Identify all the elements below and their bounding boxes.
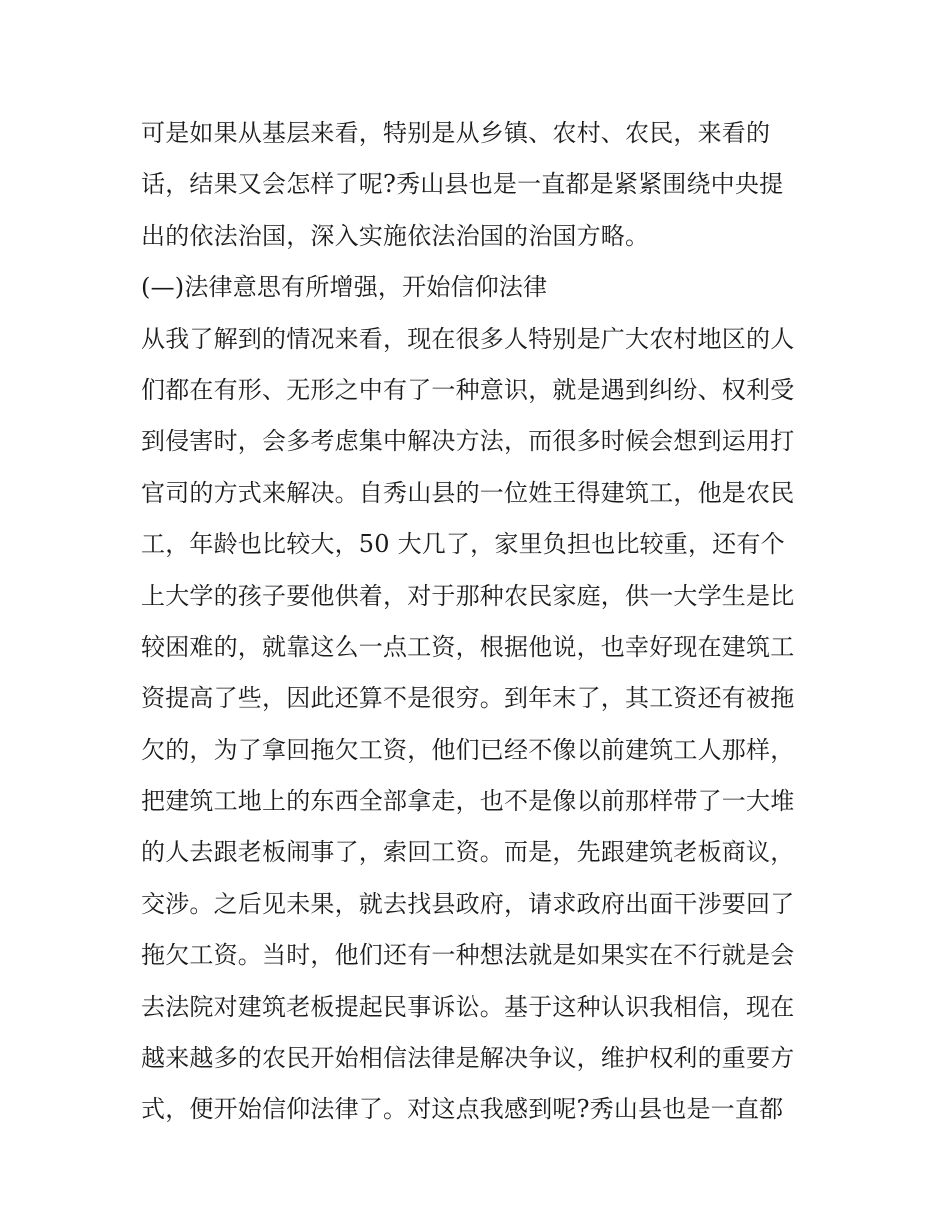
text-line: 工，年龄也比较大，50 大几了，家里负担也比较重，还有个 — [141, 530, 785, 559]
text-line: 去法院对建筑老板提起民事诉讼。基于这种认识我相信，现在 — [141, 992, 795, 1021]
text-line: 们都在有形、无形之中有了一种意识，就是遇到纠纷、权利受 — [141, 375, 795, 404]
text-line: 话，结果又会怎样了呢?秀山县也是一直都是紧紧围绕中央提 — [141, 170, 784, 199]
text-line: 上大学的孩子要他供着，对于那种农民家庭，供一大学生是比 — [141, 581, 795, 610]
text-line: 越来越多的农民开始相信法律是解决争议，维护权利的重要方 — [141, 1044, 795, 1073]
text-line: 交涉。之后见未果，就去找县政府，请求政府出面干涉要回了 — [141, 889, 795, 918]
text-line: 较困难的，就靠这么一点工资，根据他说，也幸好现在建筑工 — [141, 632, 795, 661]
text-line: 的人去跟老板闹事了，索回工资。而是，先跟建筑老板商议， — [141, 838, 795, 867]
text-line: 到侵害时，会多考虑集中解决方法，而很多时候会想到运用打 — [141, 427, 795, 456]
text-line: 资提高了些，因此还算不是很穷。到年末了，其工资还有被拖 — [141, 684, 795, 713]
text-line: 可是如果从基层来看，特别是从乡镇、农村、农民，来看的 — [141, 119, 771, 147]
text-line: 拖欠工资。当时，他们还有一种想法就是如果实在不行就是会 — [141, 941, 795, 970]
text-line: 从我了解到的情况来看，现在很多人特别是广大农村地区的人 — [141, 324, 795, 353]
body-text — [141, 108, 821, 1136]
text-line: 出的依法治国，深入实施依法治国的治国方略。 — [141, 221, 650, 250]
text-line: 官司的方式来解决。自秀山县的一位姓王得建筑工，他是农民 — [141, 478, 795, 507]
text-line: 式，便开始信仰法律了。对这点我感到呢?秀山县也是一直都 — [141, 1095, 784, 1124]
section-heading: (—)法律意思有所增强，开始信仰法律 — [141, 273, 548, 302]
text-line: 欠的，为了拿回拖欠工资，他们已经不像以前建筑工人那样， — [141, 735, 795, 764]
text-line: 把建筑工地上的东西全部拿走，也不是像以前那样带了一大堆 — [141, 787, 795, 816]
